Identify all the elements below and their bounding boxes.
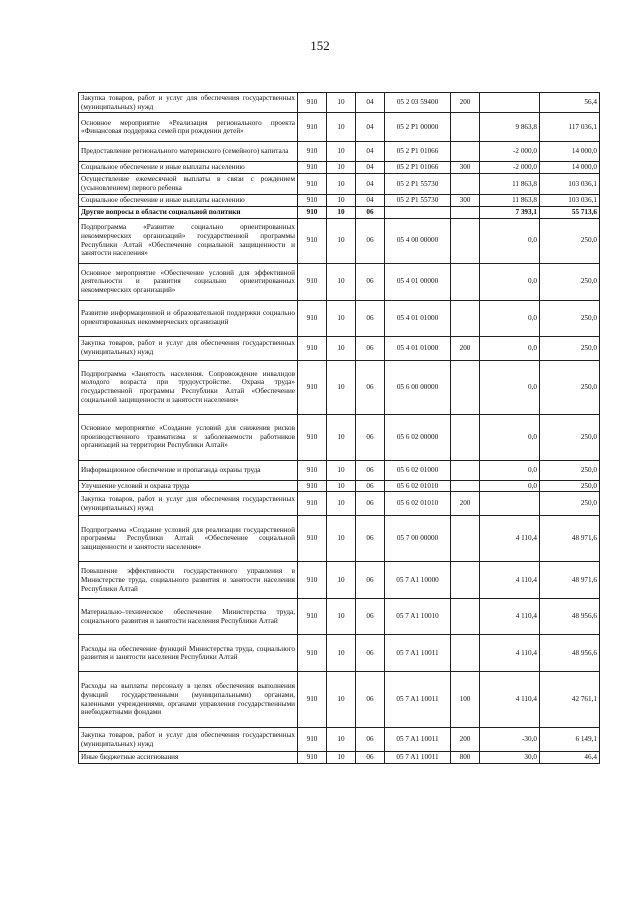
- amount-total-cell: 48 971,6: [540, 516, 600, 562]
- ministry-code-cell: 910: [298, 218, 327, 263]
- amount-change-cell: 7 393,1: [480, 206, 540, 218]
- section-code-cell: 10: [327, 336, 356, 360]
- amount-total-cell: 46,4: [540, 752, 600, 764]
- table-row: [79, 460, 600, 480]
- amount-change-cell: -2 000,0: [480, 162, 540, 174]
- section-code-cell: 10: [327, 480, 356, 492]
- expense-type-cell: 200: [451, 728, 480, 752]
- ministry-code-cell: 910: [298, 194, 327, 206]
- ministry-code-cell: 910: [298, 93, 327, 113]
- expense-type-cell: 200: [451, 336, 480, 360]
- row-name-cell: Основное мероприятие «Создание условий для снижения рисков производственного травматизма и заболеваемости работников организаций на территории Республики Алтай»: [79, 414, 298, 460]
- target-article-cell: 05 7 A1 10011: [385, 728, 451, 752]
- row-name-cell: Информационное обеспечение и пропаганда охраны труда: [79, 460, 298, 480]
- ministry-code-cell: 910: [298, 672, 327, 728]
- subsection-code-cell: 04: [356, 142, 385, 162]
- page-number: 152: [310, 38, 330, 53]
- target-article-cell: 05 7 00 00000: [385, 516, 451, 562]
- target-article-cell: 05 7 A1 10011: [385, 752, 451, 764]
- expense-type-cell: [451, 113, 480, 142]
- amount-change-cell: 11 863,8: [480, 194, 540, 206]
- subsection-code-cell: 04: [356, 93, 385, 113]
- expense-type-cell: [451, 599, 480, 635]
- section-code-cell: 10: [327, 206, 356, 218]
- expense-type-cell: 200: [451, 93, 480, 113]
- subsection-code-cell: 06: [356, 635, 385, 672]
- subsection-code-cell: 06: [356, 218, 385, 263]
- target-article-cell: 05 7 A1 10010: [385, 599, 451, 635]
- row-name-cell: Подпрограмма «Занятость населения. Сопровождение инвалидов молодого возраста при трудоустройстве. Охрана труда» государственной программы Республики Алтай «Обеспечение социальной защищенности и занятости населения»: [79, 360, 298, 414]
- subsection-code-cell: 06: [356, 263, 385, 300]
- section-code-cell: 10: [327, 174, 356, 194]
- section-code-cell: 10: [327, 562, 356, 599]
- expense-type-cell: [451, 263, 480, 300]
- subsection-code-cell: 06: [356, 752, 385, 764]
- amount-total-cell: 250,0: [540, 414, 600, 460]
- amount-total-cell: 48 956,6: [540, 599, 600, 635]
- ministry-code-cell: 910: [298, 113, 327, 142]
- target-article-cell: 05 2 P1 55730: [385, 174, 451, 194]
- row-name-cell: Предоставление регионального материнского (семейного) капитала: [79, 142, 298, 162]
- amount-change-cell: 4 110,4: [480, 635, 540, 672]
- table-row: [79, 516, 600, 562]
- ministry-code-cell: 910: [298, 599, 327, 635]
- table-row: [79, 672, 600, 728]
- amount-total-cell: 48 956,6: [540, 635, 600, 672]
- expense-type-cell: 200: [451, 492, 480, 516]
- target-article-cell: 05 2 P1 55730: [385, 194, 451, 206]
- ministry-code-cell: 910: [298, 480, 327, 492]
- table-row: [79, 728, 600, 752]
- expense-type-cell: [451, 206, 480, 218]
- expense-type-cell: [451, 300, 480, 336]
- target-article-cell: 05 7 A1 10011: [385, 635, 451, 672]
- row-name-cell: Основное мероприятие «Обеспечение условий для эффективной деятельности и развития социально ориентированных некоммерческих организаций»: [79, 263, 298, 300]
- amount-total-cell: 250,0: [540, 480, 600, 492]
- amount-total-cell: 250,0: [540, 300, 600, 336]
- ministry-code-cell: 910: [298, 206, 327, 218]
- section-code-cell: 10: [327, 460, 356, 480]
- subsection-code-cell: 04: [356, 174, 385, 194]
- table-row: [79, 480, 600, 492]
- amount-total-cell: 250,0: [540, 492, 600, 516]
- amount-total-cell: 103 036,1: [540, 174, 600, 194]
- amount-total-cell: 250,0: [540, 218, 600, 263]
- table-row: [79, 300, 600, 336]
- subsection-code-cell: 06: [356, 460, 385, 480]
- table-row: [79, 206, 600, 218]
- ministry-code-cell: 910: [298, 414, 327, 460]
- target-article-cell: 05 2 P1 01066: [385, 142, 451, 162]
- target-article-cell: 05 4 01 01000: [385, 336, 451, 360]
- table-row: [79, 162, 600, 174]
- table-row: [79, 492, 600, 516]
- section-code-cell: 10: [327, 263, 356, 300]
- amount-total-cell: 250,0: [540, 460, 600, 480]
- expense-type-cell: [451, 174, 480, 194]
- table-row: [79, 93, 600, 113]
- amount-change-cell: 0,0: [480, 480, 540, 492]
- table-row: [79, 336, 600, 360]
- expense-type-cell: [451, 142, 480, 162]
- expense-type-cell: [451, 360, 480, 414]
- ministry-code-cell: 910: [298, 142, 327, 162]
- row-name-cell: Улучшение условий и охрана труда: [79, 480, 298, 492]
- amount-change-cell: 0,0: [480, 360, 540, 414]
- target-article-cell: 05 7 A1 10011: [385, 672, 451, 728]
- row-name-cell: Закупка товаров, работ и услуг для обеспечения государственных (муниципальных) нужд: [79, 728, 298, 752]
- table-row: [79, 360, 600, 414]
- row-name-cell: Закупка товаров, работ и услуг для обеспечения государственных (муниципальных) нужд: [79, 492, 298, 516]
- expense-type-cell: 300: [451, 162, 480, 174]
- section-code-cell: 10: [327, 672, 356, 728]
- amount-total-cell: 250,0: [540, 336, 600, 360]
- table-row: [79, 263, 600, 300]
- ministry-code-cell: 910: [298, 516, 327, 562]
- ministry-code-cell: 910: [298, 360, 327, 414]
- subsection-code-cell: 06: [356, 492, 385, 516]
- ministry-code-cell: 910: [298, 162, 327, 174]
- row-name-cell: Расходы на выплаты персоналу в целях обеспечения выполнения функций государственными (муниципальными) органами, казенными учреждениями, органами управления государственными внебюджетными фондами: [79, 672, 298, 728]
- section-code-cell: 10: [327, 516, 356, 562]
- target-article-cell: 05 4 00 00000: [385, 218, 451, 263]
- ministry-code-cell: 910: [298, 562, 327, 599]
- target-article-cell: 05 2 P1 00000: [385, 113, 451, 142]
- row-name-cell: Закупка товаров, работ и услуг для обеспечения государственных (муниципальных) нужд: [79, 93, 298, 113]
- expense-type-cell: [451, 480, 480, 492]
- amount-total-cell: 103 036,1: [540, 194, 600, 206]
- row-name-cell: Расходы на обеспечение функций Министерства труда, социального развития и занятости населения Республики Алтай: [79, 635, 298, 672]
- amount-change-cell: -2 000,0: [480, 142, 540, 162]
- target-article-cell: 05 2 03 59400: [385, 93, 451, 113]
- row-name-cell: Осуществление ежемесячной выплаты в связи с рождением (усыновлением) первого ребенка: [79, 174, 298, 194]
- expense-type-cell: [451, 414, 480, 460]
- amount-change-cell: 30,0: [480, 752, 540, 764]
- subsection-code-cell: 06: [356, 480, 385, 492]
- row-name-cell: Иные бюджетные ассигнования: [79, 752, 298, 764]
- row-name-cell: Социальное обеспечение и иные выплаты населению: [79, 162, 298, 174]
- table-row: [79, 599, 600, 635]
- amount-total-cell: 250,0: [540, 360, 600, 414]
- target-article-cell: 05 4 01 00000: [385, 263, 451, 300]
- amount-total-cell: 42 761,1: [540, 672, 600, 728]
- amount-change-cell: -30,0: [480, 728, 540, 752]
- amount-change-cell: 0,0: [480, 300, 540, 336]
- expense-type-cell: 300: [451, 194, 480, 206]
- ministry-code-cell: 910: [298, 752, 327, 764]
- row-name-cell: Материально–техническое обеспечение Министерства труда, социального развития и занятости населения Республики Алтай: [79, 599, 298, 635]
- section-code-cell: 10: [327, 492, 356, 516]
- table-row: [79, 218, 600, 263]
- amount-change-cell: 0,0: [480, 414, 540, 460]
- section-code-cell: 10: [327, 93, 356, 113]
- table-row: [79, 142, 600, 162]
- amount-change-cell: 0,0: [480, 218, 540, 263]
- expense-type-cell: [451, 460, 480, 480]
- budget-table: [78, 92, 600, 764]
- target-article-cell: 05 6 02 01010: [385, 480, 451, 492]
- ministry-code-cell: 910: [298, 635, 327, 672]
- section-code-cell: 10: [327, 300, 356, 336]
- ministry-code-cell: 910: [298, 460, 327, 480]
- amount-total-cell: 48 971,6: [540, 562, 600, 599]
- table-row: [79, 752, 600, 764]
- subsection-code-cell: 06: [356, 206, 385, 218]
- table-row: [79, 174, 600, 194]
- expense-type-cell: 100: [451, 672, 480, 728]
- row-name-cell: Повышение эффективности государственного управления в Министерстве труда, социального развития и занятости населения Республики Алтай: [79, 562, 298, 599]
- subsection-code-cell: 06: [356, 336, 385, 360]
- target-article-cell: 05 2 P1 01066: [385, 162, 451, 174]
- section-code-cell: 10: [327, 113, 356, 142]
- amount-total-cell: 56,4: [540, 93, 600, 113]
- amount-change-cell: 0,0: [480, 263, 540, 300]
- target-article-cell: 05 7 A1 10000: [385, 562, 451, 599]
- table-row: [79, 414, 600, 460]
- amount-total-cell: 14 000,0: [540, 142, 600, 162]
- subsection-code-cell: 06: [356, 516, 385, 562]
- section-code-cell: 10: [327, 162, 356, 174]
- table-row: [79, 562, 600, 599]
- subsection-code-cell: 06: [356, 562, 385, 599]
- table-body: [79, 93, 600, 764]
- subsection-code-cell: 06: [356, 300, 385, 336]
- target-article-cell: [385, 206, 451, 218]
- section-code-cell: 10: [327, 728, 356, 752]
- section-code-cell: 10: [327, 752, 356, 764]
- section-code-cell: 10: [327, 635, 356, 672]
- expense-type-cell: [451, 562, 480, 599]
- amount-change-cell: [480, 492, 540, 516]
- expense-type-cell: [451, 516, 480, 562]
- target-article-cell: 05 6 02 01000: [385, 460, 451, 480]
- subsection-code-cell: 04: [356, 113, 385, 142]
- amount-change-cell: 4 110,4: [480, 562, 540, 599]
- subsection-code-cell: 06: [356, 360, 385, 414]
- row-name-cell: Основное мероприятие «Реализация регионального проекта «Финансовая поддержка семей при рождении детей»: [79, 113, 298, 142]
- amount-change-cell: 4 110,4: [480, 516, 540, 562]
- amount-change-cell: 9 863,8: [480, 113, 540, 142]
- amount-total-cell: 117 036,1: [540, 113, 600, 142]
- target-article-cell: 05 4 01 01000: [385, 300, 451, 336]
- target-article-cell: 05 6 02 00000: [385, 414, 451, 460]
- amount-change-cell: 4 110,4: [480, 599, 540, 635]
- row-name-cell: Подпрограмма «Развитие социально ориентированных некоммерческих организаций» государственной программы Республики Алтай «Обеспечение социальной защищенности и занятости населения»: [79, 218, 298, 263]
- table-row: [79, 194, 600, 206]
- amount-change-cell: 11 863,8: [480, 174, 540, 194]
- amount-total-cell: 14 000,0: [540, 162, 600, 174]
- amount-change-cell: 0,0: [480, 460, 540, 480]
- table-row: [79, 635, 600, 672]
- amount-change-cell: [480, 93, 540, 113]
- row-name-cell: Другие вопросы в области социальной политики: [79, 206, 298, 218]
- subsection-code-cell: 04: [356, 162, 385, 174]
- amount-total-cell: 55 713,6: [540, 206, 600, 218]
- expense-type-cell: 800: [451, 752, 480, 764]
- section-code-cell: 10: [327, 599, 356, 635]
- section-code-cell: 10: [327, 194, 356, 206]
- amount-total-cell: 250,0: [540, 263, 600, 300]
- row-name-cell: Закупка товаров, работ и услуг для обеспечения государственных (муниципальных) нужд: [79, 336, 298, 360]
- target-article-cell: 05 6 00 00000: [385, 360, 451, 414]
- subsection-code-cell: 04: [356, 194, 385, 206]
- expense-type-cell: [451, 218, 480, 263]
- ministry-code-cell: 910: [298, 336, 327, 360]
- expense-type-cell: [451, 635, 480, 672]
- ministry-code-cell: 910: [298, 263, 327, 300]
- target-article-cell: 05 6 02 01010: [385, 492, 451, 516]
- table-row: [79, 113, 600, 142]
- section-code-cell: 10: [327, 414, 356, 460]
- section-code-cell: 10: [327, 218, 356, 263]
- ministry-code-cell: 910: [298, 492, 327, 516]
- subsection-code-cell: 06: [356, 728, 385, 752]
- row-name-cell: Подпрограмма «Создание условий для реализации государственной программы Республики Алтай «Обеспечение социальной защищенности и занятости населения»: [79, 516, 298, 562]
- row-name-cell: Развитие информационной и образовательной поддержки социально ориентированных некоммерческих организаций: [79, 300, 298, 336]
- amount-change-cell: 0,0: [480, 336, 540, 360]
- ministry-code-cell: 910: [298, 174, 327, 194]
- row-name-cell: Социальное обеспечение и иные выплаты населению: [79, 194, 298, 206]
- subsection-code-cell: 06: [356, 672, 385, 728]
- section-code-cell: 10: [327, 142, 356, 162]
- amount-total-cell: 6 149,1: [540, 728, 600, 752]
- ministry-code-cell: 910: [298, 300, 327, 336]
- subsection-code-cell: 06: [356, 414, 385, 460]
- section-code-cell: 10: [327, 360, 356, 414]
- subsection-code-cell: 06: [356, 599, 385, 635]
- amount-change-cell: 4 110,4: [480, 672, 540, 728]
- ministry-code-cell: 910: [298, 728, 327, 752]
